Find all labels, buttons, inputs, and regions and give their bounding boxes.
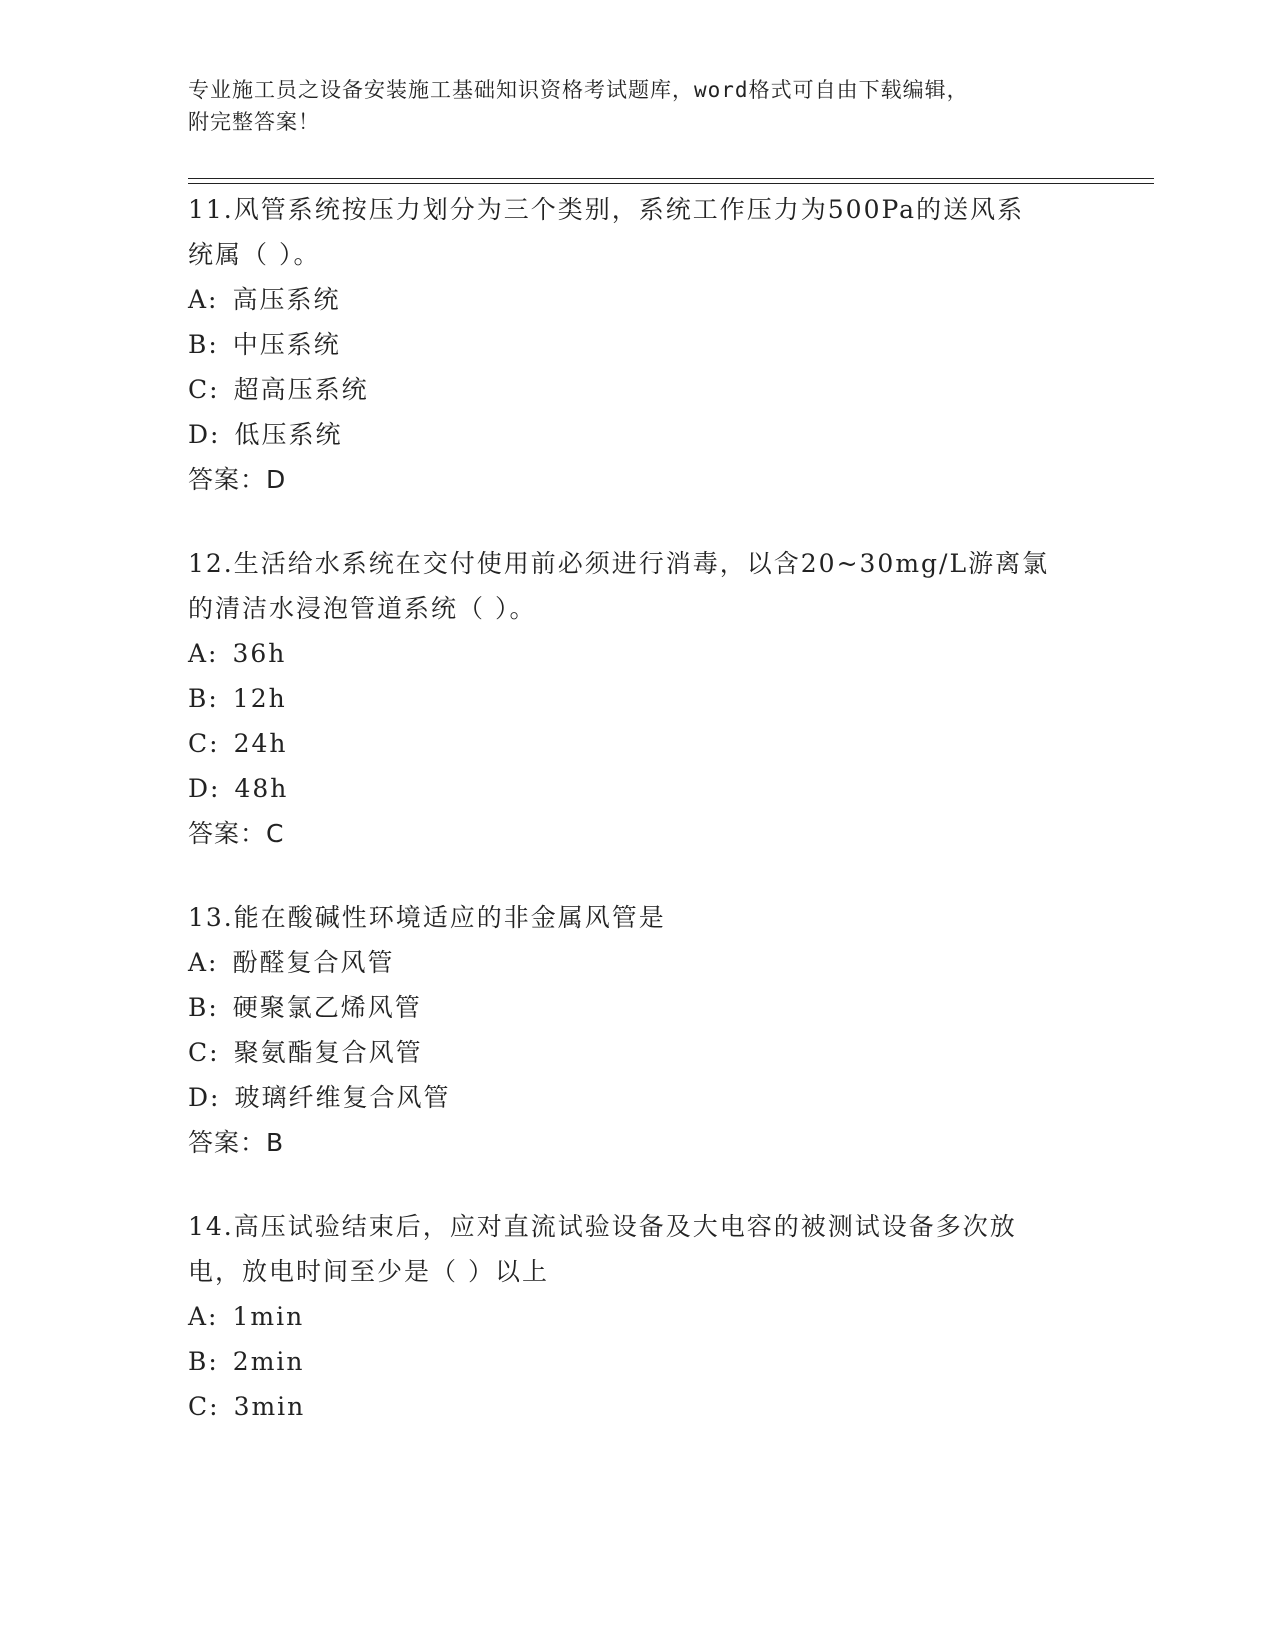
- question-stem-line: 14.高压试验结束后，应对直流试验设备及大电容的被测试设备多次放: [188, 1212, 1017, 1241]
- option-text: 中压系统: [232, 330, 341, 359]
- option-text: 24h: [233, 729, 288, 758]
- option-letter: B:: [188, 684, 219, 713]
- question-stem-line: 的清洁水浸泡管道系统（ ）。: [188, 594, 537, 623]
- option-a: [188, 1294, 1088, 1339]
- option-text: 低压系统: [234, 420, 343, 449]
- option-letter: A:: [188, 639, 219, 668]
- option-letter: D:: [188, 1083, 221, 1112]
- option-d: [188, 412, 1088, 457]
- question-stem-line: 11.风管系统按压力划分为三个类别，系统工作压力为500Pa的送风系: [188, 195, 1025, 224]
- answer-line: 答案：B: [188, 1128, 285, 1157]
- option-a: [188, 277, 1088, 322]
- option-text: 3min: [233, 1392, 306, 1421]
- option-letter: A:: [188, 948, 219, 977]
- option-d: [188, 766, 1088, 811]
- option-letter: C:: [188, 1038, 220, 1067]
- option-a: [188, 631, 1088, 676]
- option-text: 超高压系统: [233, 375, 369, 404]
- option-text: 48h: [234, 774, 289, 803]
- option-letter: B:: [188, 330, 219, 359]
- option-text: 12h: [232, 684, 287, 713]
- option-text: 1min: [232, 1302, 305, 1331]
- option-letter: C:: [188, 1392, 220, 1421]
- option-text: 聚氨酯复合风管: [233, 1038, 423, 1067]
- answer-line: 答案：C: [188, 819, 285, 848]
- question-11: [188, 187, 1088, 503]
- header-line-2: 附完整答案！: [188, 110, 320, 134]
- option-text: 36h: [232, 639, 287, 668]
- header-divider-bottom: [188, 183, 1154, 184]
- answer-line: 答案：D: [188, 465, 287, 494]
- question-stem-line: 13.能在酸碱性环境适应的非金属风管是: [188, 903, 666, 932]
- question-12: [188, 541, 1088, 857]
- option-d: [188, 1075, 1088, 1120]
- option-letter: A:: [188, 285, 219, 314]
- option-letter: B:: [188, 1347, 219, 1376]
- option-c: [188, 1384, 1088, 1429]
- option-letter: D:: [188, 420, 221, 449]
- question-14: [188, 1204, 1088, 1429]
- header-line-1: 专业施工员之设备安装施工基础知识资格考试题库，word格式可自由下载编辑，: [188, 78, 969, 102]
- option-letter: B:: [188, 993, 219, 1022]
- option-c: [188, 721, 1088, 766]
- header-divider-top: [188, 178, 1154, 179]
- option-text: 高压系统: [232, 285, 341, 314]
- question-stem-line: 电，放电时间至少是（ ）以上: [188, 1257, 549, 1286]
- option-c: [188, 1030, 1088, 1075]
- option-letter: A:: [188, 1302, 219, 1331]
- question-stem-line: 统属（ ）。: [188, 240, 321, 269]
- option-letter: C:: [188, 375, 220, 404]
- option-text: 酚醛复合风管: [232, 948, 395, 977]
- option-b: [188, 676, 1088, 721]
- option-text: 玻璃纤维复合风管: [234, 1083, 451, 1112]
- option-letter: C:: [188, 729, 220, 758]
- option-text: 硬聚氯乙烯风管: [232, 993, 422, 1022]
- option-a: [188, 940, 1088, 985]
- question-stem-line: 12.生活给水系统在交付使用前必须进行消毒，以含20~30mg/L游离氯: [188, 549, 1050, 578]
- option-text: 2min: [232, 1347, 305, 1376]
- question-list: [188, 187, 1088, 1467]
- question-13: [188, 895, 1088, 1166]
- document-header: [188, 74, 1068, 138]
- option-b: [188, 322, 1088, 367]
- option-letter: D:: [188, 774, 221, 803]
- option-c: [188, 367, 1088, 412]
- option-b: [188, 1339, 1088, 1384]
- option-b: [188, 985, 1088, 1030]
